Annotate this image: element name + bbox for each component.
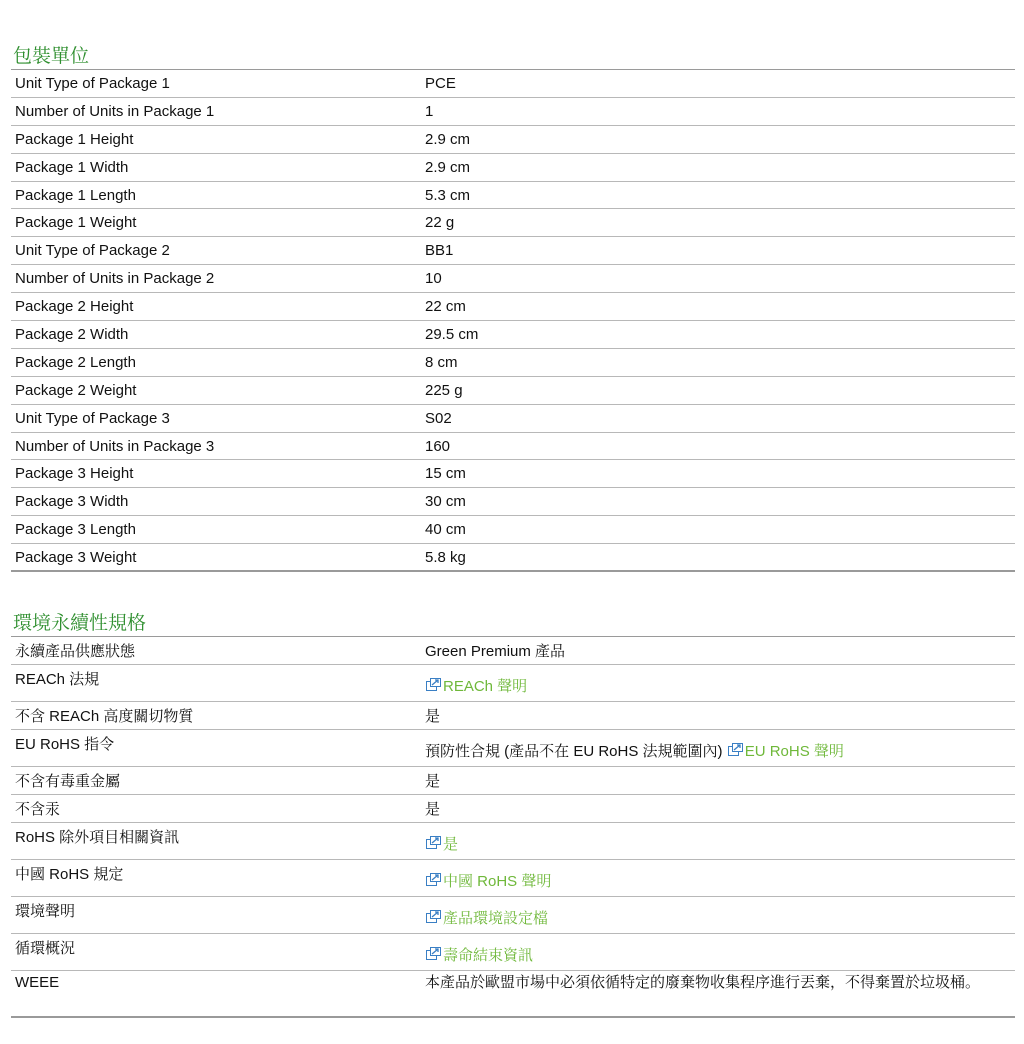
table-row bbox=[11, 860, 1015, 897]
table-row bbox=[11, 934, 1015, 971]
row-value: 10 bbox=[425, 270, 442, 288]
link-label: EU RoHS 聲明 bbox=[744, 743, 844, 760]
row-label: Package 2 Weight bbox=[15, 381, 137, 399]
table-row bbox=[11, 488, 1015, 516]
document-link[interactable] bbox=[425, 947, 533, 964]
row-label: Package 3 Weight bbox=[15, 548, 137, 566]
external-link-icon bbox=[425, 677, 442, 692]
row-label: Unit Type of Package 2 bbox=[15, 242, 170, 260]
link-label: REACh 聲明 bbox=[443, 678, 528, 695]
row-label: Package 1 Height bbox=[15, 130, 134, 148]
external-link-icon bbox=[425, 872, 442, 887]
table-row bbox=[11, 349, 1015, 377]
row-label: Package 1 Width bbox=[15, 158, 129, 176]
row-value bbox=[421, 795, 1015, 819]
row-value: BB1 bbox=[425, 242, 454, 260]
row-value bbox=[421, 702, 1015, 726]
table-row bbox=[11, 405, 1015, 433]
row-label: 環境聲明 bbox=[15, 903, 76, 920]
row-label: Number of Units in Package 3 bbox=[15, 437, 215, 455]
row-value: 29.5 cm bbox=[425, 325, 479, 343]
row-value bbox=[421, 860, 1015, 891]
row-value-text: 是 bbox=[425, 708, 441, 725]
row-label: Package 1 Length bbox=[15, 186, 136, 204]
row-label: 永續產品供應狀態 bbox=[15, 643, 136, 660]
row-label: Number of Units in Package 1 bbox=[15, 102, 215, 120]
row-value-text: 本產品於歐盟市場中必須依循特定的廢棄物收集程序進行丟棄，不得棄置於垃圾桶。 bbox=[425, 974, 981, 991]
row-value bbox=[421, 934, 1015, 965]
row-label: Unit Type of Package 3 bbox=[15, 409, 170, 427]
packaging-section bbox=[11, 44, 1015, 572]
row-value: 22 cm bbox=[425, 298, 466, 316]
row-value bbox=[421, 637, 1015, 661]
table-row bbox=[11, 237, 1015, 265]
row-value: PCE bbox=[425, 74, 456, 92]
row-value: 2.9 cm bbox=[425, 130, 471, 148]
table-row bbox=[11, 321, 1015, 349]
table-row bbox=[11, 293, 1015, 321]
row-label: Package 3 Length bbox=[15, 521, 136, 539]
table-row bbox=[11, 730, 1015, 767]
table-row bbox=[11, 795, 1015, 823]
table-row bbox=[11, 516, 1015, 544]
row-value: 160 bbox=[425, 437, 451, 455]
table-row bbox=[11, 154, 1015, 182]
row-value: 30 cm bbox=[425, 493, 466, 511]
row-value: 15 cm bbox=[425, 465, 466, 483]
row-value bbox=[421, 897, 1015, 928]
row-value: 5.8 kg bbox=[425, 548, 466, 566]
table-row bbox=[11, 377, 1015, 405]
link-label: 是 bbox=[443, 836, 459, 853]
row-value-text: Green Premium 產品 bbox=[425, 643, 566, 660]
row-value: 2.9 cm bbox=[425, 158, 471, 176]
row-label: Package 2 Length bbox=[15, 353, 136, 371]
row-value bbox=[421, 971, 1015, 991]
row-value bbox=[421, 665, 1015, 696]
table-row bbox=[11, 702, 1015, 730]
sustainability-table bbox=[11, 637, 1015, 1018]
table-row bbox=[11, 209, 1015, 237]
table-row bbox=[11, 182, 1015, 210]
row-value-text: 是 bbox=[425, 773, 441, 790]
table-row bbox=[11, 126, 1015, 154]
row-value: S02 bbox=[425, 409, 452, 427]
document-link[interactable] bbox=[727, 743, 844, 760]
row-value bbox=[421, 767, 1015, 791]
row-label: 不含 REACh 高度關切物質 bbox=[15, 708, 194, 725]
external-link-icon bbox=[425, 946, 442, 961]
sustainability-section bbox=[11, 611, 1015, 1018]
table-row bbox=[11, 971, 1015, 1018]
table-row bbox=[11, 637, 1015, 665]
row-value bbox=[421, 730, 1015, 761]
table-row bbox=[11, 823, 1015, 860]
table-row bbox=[11, 265, 1015, 293]
table-row bbox=[11, 544, 1015, 572]
link-label: 中國 RoHS 聲明 bbox=[443, 873, 552, 890]
row-value: 40 cm bbox=[425, 521, 466, 539]
row-value: 5.3 cm bbox=[425, 186, 471, 204]
document-link[interactable] bbox=[425, 678, 527, 695]
table-row bbox=[11, 70, 1015, 98]
row-value-text: 預防性合規 (產品不在 EU RoHS 法規範圍內) bbox=[425, 743, 723, 760]
row-label: 中國 RoHS 規定 bbox=[15, 866, 124, 883]
row-label: Package 3 Width bbox=[15, 493, 129, 511]
row-value bbox=[421, 823, 1015, 854]
row-value: 8 cm bbox=[425, 353, 458, 371]
external-link-icon bbox=[727, 742, 744, 757]
link-label: 壽命結束資訊 bbox=[443, 947, 534, 964]
row-label: Unit Type of Package 1 bbox=[15, 74, 170, 92]
table-row bbox=[11, 460, 1015, 488]
row-label: REACh 法規 bbox=[15, 671, 100, 688]
row-label: EU RoHS 指令 bbox=[15, 736, 115, 753]
row-label: Package 1 Weight bbox=[15, 214, 137, 232]
packaging-table bbox=[11, 70, 1015, 572]
table-row bbox=[11, 98, 1015, 126]
external-link-icon bbox=[425, 909, 442, 924]
row-value: 1 bbox=[425, 102, 434, 120]
table-row bbox=[11, 767, 1015, 795]
packaging-section-title: 包裝單位 bbox=[11, 44, 1015, 70]
row-value-text: 是 bbox=[425, 801, 441, 818]
row-label: 不含汞 bbox=[15, 801, 61, 818]
row-label: Package 3 Height bbox=[15, 465, 134, 483]
row-value: 225 g bbox=[425, 381, 463, 399]
row-label: 循環概況 bbox=[15, 940, 76, 957]
sustainability-section-title: 環境永續性規格 bbox=[11, 611, 1015, 637]
row-label: WEEE bbox=[15, 974, 60, 991]
row-label: Package 2 Height bbox=[15, 298, 134, 316]
table-row bbox=[11, 665, 1015, 702]
document-link[interactable] bbox=[425, 873, 551, 890]
row-value: 22 g bbox=[425, 214, 455, 232]
table-row bbox=[11, 897, 1015, 934]
document-link[interactable] bbox=[425, 836, 458, 853]
row-label: Package 2 Width bbox=[15, 325, 129, 343]
row-label: RoHS 除外項目相關資訊 bbox=[15, 829, 180, 846]
row-label: 不含有毒重金屬 bbox=[15, 773, 121, 790]
row-label: Number of Units in Package 2 bbox=[15, 270, 215, 288]
table-row bbox=[11, 433, 1015, 461]
link-label: 產品環境設定檔 bbox=[443, 910, 549, 927]
external-link-icon bbox=[425, 835, 442, 850]
document-link[interactable] bbox=[425, 910, 548, 927]
